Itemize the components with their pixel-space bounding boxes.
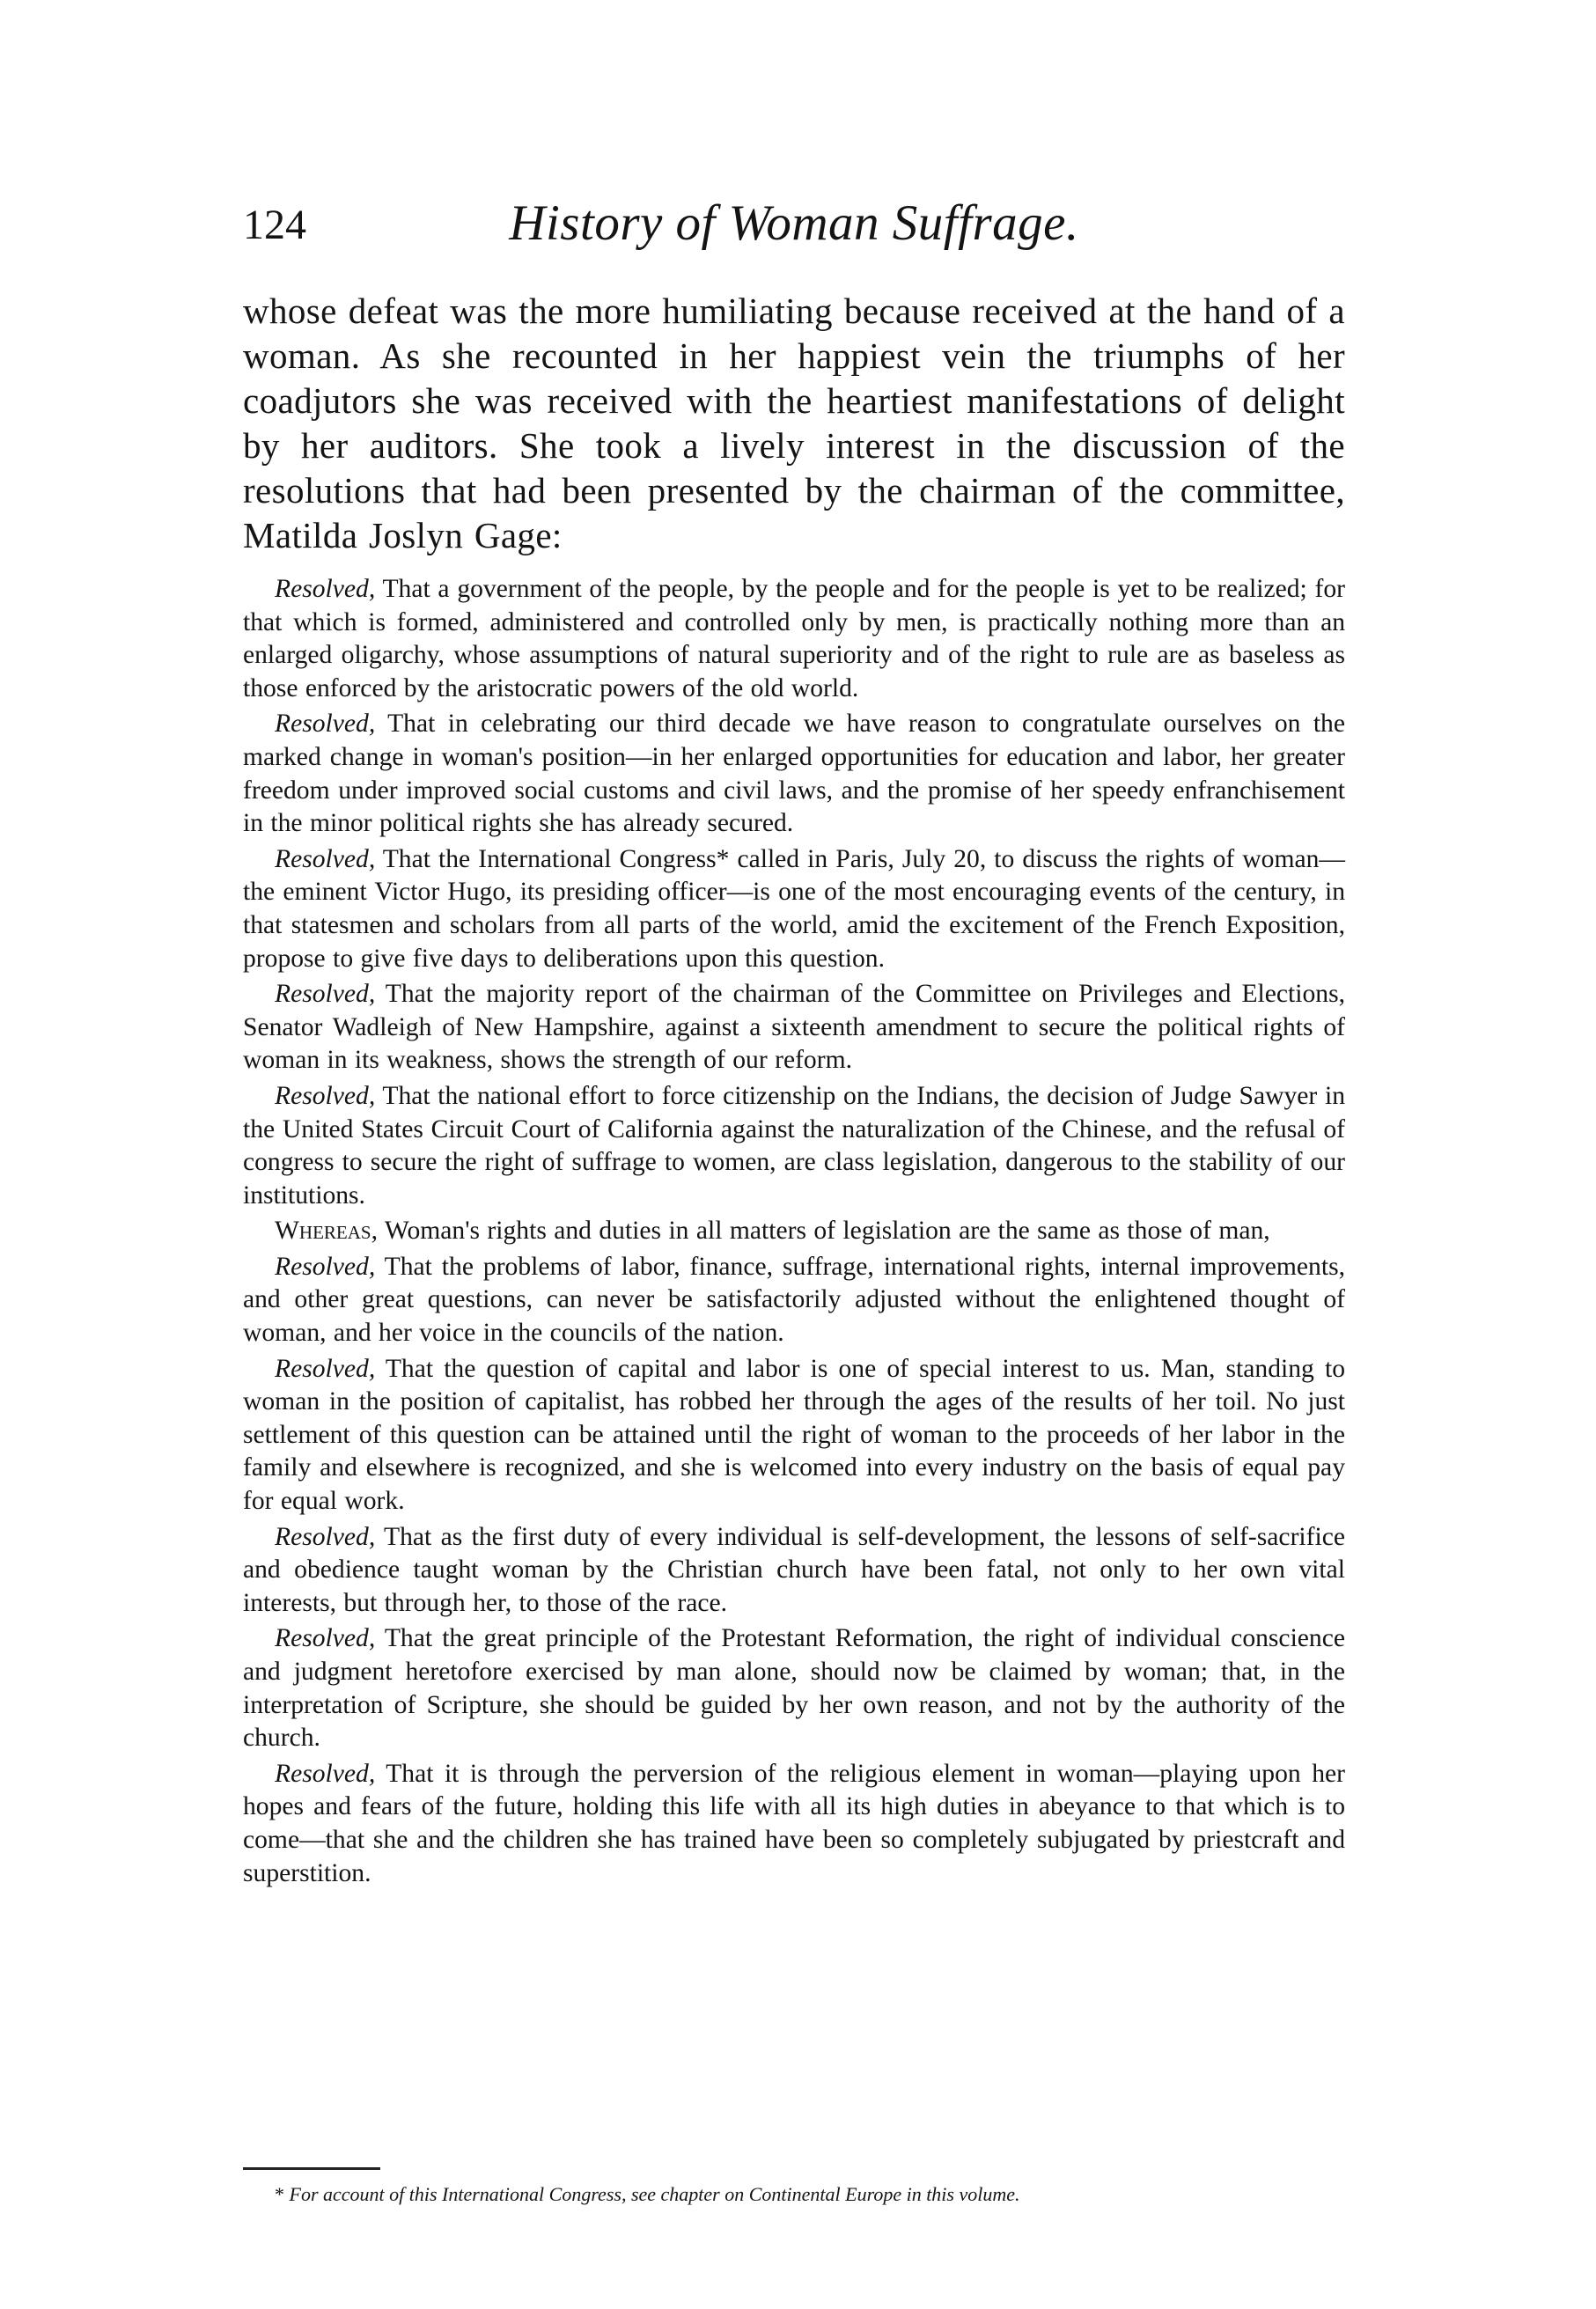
resolution-keyword: Resolved, xyxy=(275,1759,376,1788)
resolution-text: That the problems of labor, finance, suffrage, international rights, internal improvements, and other great questions, can never be satisfactorily adjusted without the enlightened thought of woman, and her voice in the councils of the nation. xyxy=(243,1252,1345,1348)
resolution-text: That the International Congress* called in Paris, July 20, to discuss the rights of woman—the eminent Victor Hugo, its presiding officer—is one of the most encouraging events of the century, in that statesmen and scholars from all parts of the world, amid the excitement of the French Exposition, propose to give five days to deliberations upon this question. xyxy=(243,844,1345,973)
resolution-text: That the great principle of the Protestant Reformation, the right of individual conscience and judgment heretofore exercised by man alone, should now be claimed by woman; that, in the interpretation of Scripture, she should be guided by her own reason, and not by the authority of the church. xyxy=(243,1624,1345,1753)
whereas-keyword: Whereas, xyxy=(275,1217,379,1246)
resolution-keyword: Resolved, xyxy=(275,575,376,603)
resolution-8 xyxy=(243,1521,1345,1621)
resolution-keyword: Resolved, xyxy=(275,980,376,1009)
resolution-1 xyxy=(243,573,1345,705)
lead-paragraph xyxy=(243,289,1345,558)
page-number: 124 xyxy=(243,202,306,248)
footnote-text: For account of this International Congress, see chapter on Continental Europe in this volume. xyxy=(284,2183,1020,2205)
resolution-5 xyxy=(243,1080,1345,1212)
resolution-keyword: Resolved, xyxy=(275,1354,376,1383)
resolution-text: That in celebrating our third decade we have reason to congratulate ourselves on the marked change in woman's position—in her enlarged opportunities for education and labor, her greater freedom under improved social customs and civil laws, and the promise of her speedy enfranchisement in the minor political rights she has already secured. xyxy=(243,710,1345,838)
resolution-text: That the majority report of the chairman of the Committee on Privileges and Elections, Senator Wadleigh of New Hampshire, against a sixteenth amendment to secure the political rights of woman in its weakness, shows the strength of our reform. xyxy=(243,980,1345,1075)
page-header xyxy=(243,195,1345,257)
whereas-clause xyxy=(243,1215,1345,1248)
resolution-text: Woman's rights and duties in all matters of legislation are the same as those of man, xyxy=(378,1217,1270,1246)
resolution-keyword: Resolved, xyxy=(275,1624,376,1653)
resolutions-list xyxy=(243,573,1345,1893)
resolution-keyword: Resolved, xyxy=(275,1081,376,1110)
resolution-keyword: Resolved, xyxy=(275,1522,376,1551)
resolution-keyword: Resolved, xyxy=(275,1252,376,1281)
footnote xyxy=(243,2181,1345,2208)
resolution-text: That as the first duty of every individual is self-development, the lessons of self-sacrifice and obedience taught woman by the Christian church have been fatal, not only to her own vital interests, but through her, to those of the race. xyxy=(243,1522,1345,1617)
resolution-6 xyxy=(243,1251,1345,1350)
resolution-text: That the national effort to force citizenship on the Indians, the decision of Judge Sawyer in the United States Circuit Court of California against the naturalization of the Chinese, and the refusal of congress to secure the right of suffrage to women, are class legislation, dangerous to the stability of our institutions. xyxy=(243,1081,1345,1210)
resolution-text: That the question of capital and labor is one of special interest to us. Man, standing to woman in the position of capitalist, has robbed her through the ages of the results of her toil. No just settlement of this question can be attained until the right of woman to the proceeds of her labor in the family and elsewhere is recognized, and she is welcomed into every industry on the basis of equal pay for equal work. xyxy=(243,1354,1345,1516)
resolution-9 xyxy=(243,1622,1345,1754)
resolution-text: That a government of the people, by the people and for the people is yet to be realized; for that which is formed, administered and controlled only by men, is practically nothing more than an enlarged oligarchy, whose assumptions of natural superiority and of the right to rule are as baseless as those enforced by the aristocratic powers of the old world. xyxy=(243,575,1345,702)
running-title: History of Woman Suffrage. xyxy=(509,195,1079,251)
footnote-marker: * xyxy=(275,2183,284,2205)
resolution-3 xyxy=(243,843,1345,975)
resolution-keyword: Resolved, xyxy=(275,710,376,739)
resolution-10 xyxy=(243,1758,1345,1890)
lead-text: whose defeat was the more humiliating because received at the hand of a woman. As she recounted in her happiest vein the triumphs of her coadjutors she was received with the heartiest manifestations of delight by her auditors. She took a lively interest in the discussion of the resolutions that had been presented by the chairman of the committee, Matilda Joslyn Gage: xyxy=(243,290,1345,555)
resolution-2 xyxy=(243,708,1345,840)
resolution-4 xyxy=(243,978,1345,1077)
resolution-keyword: Resolved, xyxy=(275,844,376,873)
footnote-divider xyxy=(243,2167,380,2170)
resolution-7 xyxy=(243,1353,1345,1518)
resolution-text: That it is through the perversion of the religious element in woman—playing upon her hopes and fears of the future, holding this life with all its high duties in abeyance to that which is to come—that she and the children she has trained have been so completely subjugated by priestcraft and superstition. xyxy=(243,1759,1345,1887)
